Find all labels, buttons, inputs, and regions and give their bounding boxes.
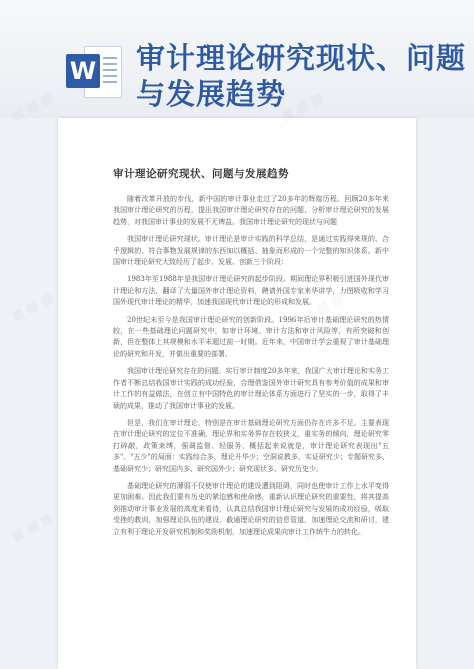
paragraph: 随着改革开放的步伐，新中国的审计事业走过了20多年的辉煌历程。回顾20多年来我国审计理论研究的历程，提出我国审计理论研究存在的问题，分析审计理论研究的发展趋势，对我国审计事业的发展不无裨益。我国审计理论研究的现状与问题 [113, 195, 389, 226]
paragraph: 我国审计理论研究现状。审计理论是审计实践的科学总结，是通过实践得来规的、合乎逻辑的、符合事物发展规律的东西加以概括、抽象而形成的一个完整的知识体系。新中国审计理论研究大致经历了起步、发展、创新三个阶段： [113, 235, 389, 267]
document-body [113, 194, 389, 544]
paragraph: 但是，我们在审计理论，特别是在审计基础理论研究方面仍存在许多不足。主要表现在审计理论研究的定位不准确，理论界和实务界存在较狭义，重实务的倾向，理论研究零打碎敲，政策束缚，强调监督、轻服务，概括起来说就是，审计理论研究表现出"五多"、"五少"的局面：实践综合多，理论升华少；空洞说教多，实证研究少；专题研究多、基础研究少；研究国内多、研究国外少；研究现状多、研究历史少。 [113, 418, 389, 473]
document-title: 审计理论研究现状、问题与发展趋势 [113, 168, 289, 180]
background-watermark: ▦ ▦ ▦ ▦ ▦ ▦ [9, 290, 57, 545]
paragraph: 1983年至1988年是我国审计理论研究的起步阶段。期间理论界积极引进国外现代审计理论和方法，翻译了大量国外审计理论资料，聘请外国专家来华讲学，力图吸收和学习国外现代审计理论的精华，加速我国现代审计理论的形成和发展。 [113, 275, 389, 307]
word-document-icon [66, 42, 122, 100]
paragraph: 我国审计理论研究存在的问题。实行审计制度20多年来，我国广大审计理论和实务工作者不断总结我国审计实践的成功经验，合理借鉴国外审计研究具有参考价值的成果和审计工作的有益做法，在创立有中国特色的审计理论体系方面进行了坚实的一步，取得了丰硕的成果，推动了我国审计事业的发展。 [113, 367, 389, 410]
page-title: 审计理论研究现状、问题与发展趋势 [136, 41, 467, 111]
document-preview [58, 118, 416, 669]
word-letter-tile: W [66, 54, 100, 88]
paragraph: 20世纪末至今是我国审计理论研究的创新阶段。1996年后审计基础理论研究的热情较，在一些基础理论问题研究中，如审计环境、审计方法和审计风险等，有所突破和创新，但在整体上其规模和水平未超过前一时期。近年来，中国审计学会重视了审计基础理论的研究和开发，并做出重要的部署。 [113, 315, 389, 358]
paragraph: 基础理论研究的薄弱不仅使审计理论的建设遭到阻碍，同时也使审计工作上水平变得更加困难。因此我们要有历史的紧迫感和使命感，重新认识理论研究的重要性，将其提高到推动审计事业发展的高度来看待，认真总结我国审计理论研究与发展的成功经验，吸取受挫的教训，加强理论队伍的建设，截通理论研究的信息管道，加速理论交流和研讨，建立有利于理论开发研究机制和奖励机制，加速理论成果向审计工作统牛力的转化。 [113, 481, 389, 536]
header-banner [0, 0, 474, 118]
